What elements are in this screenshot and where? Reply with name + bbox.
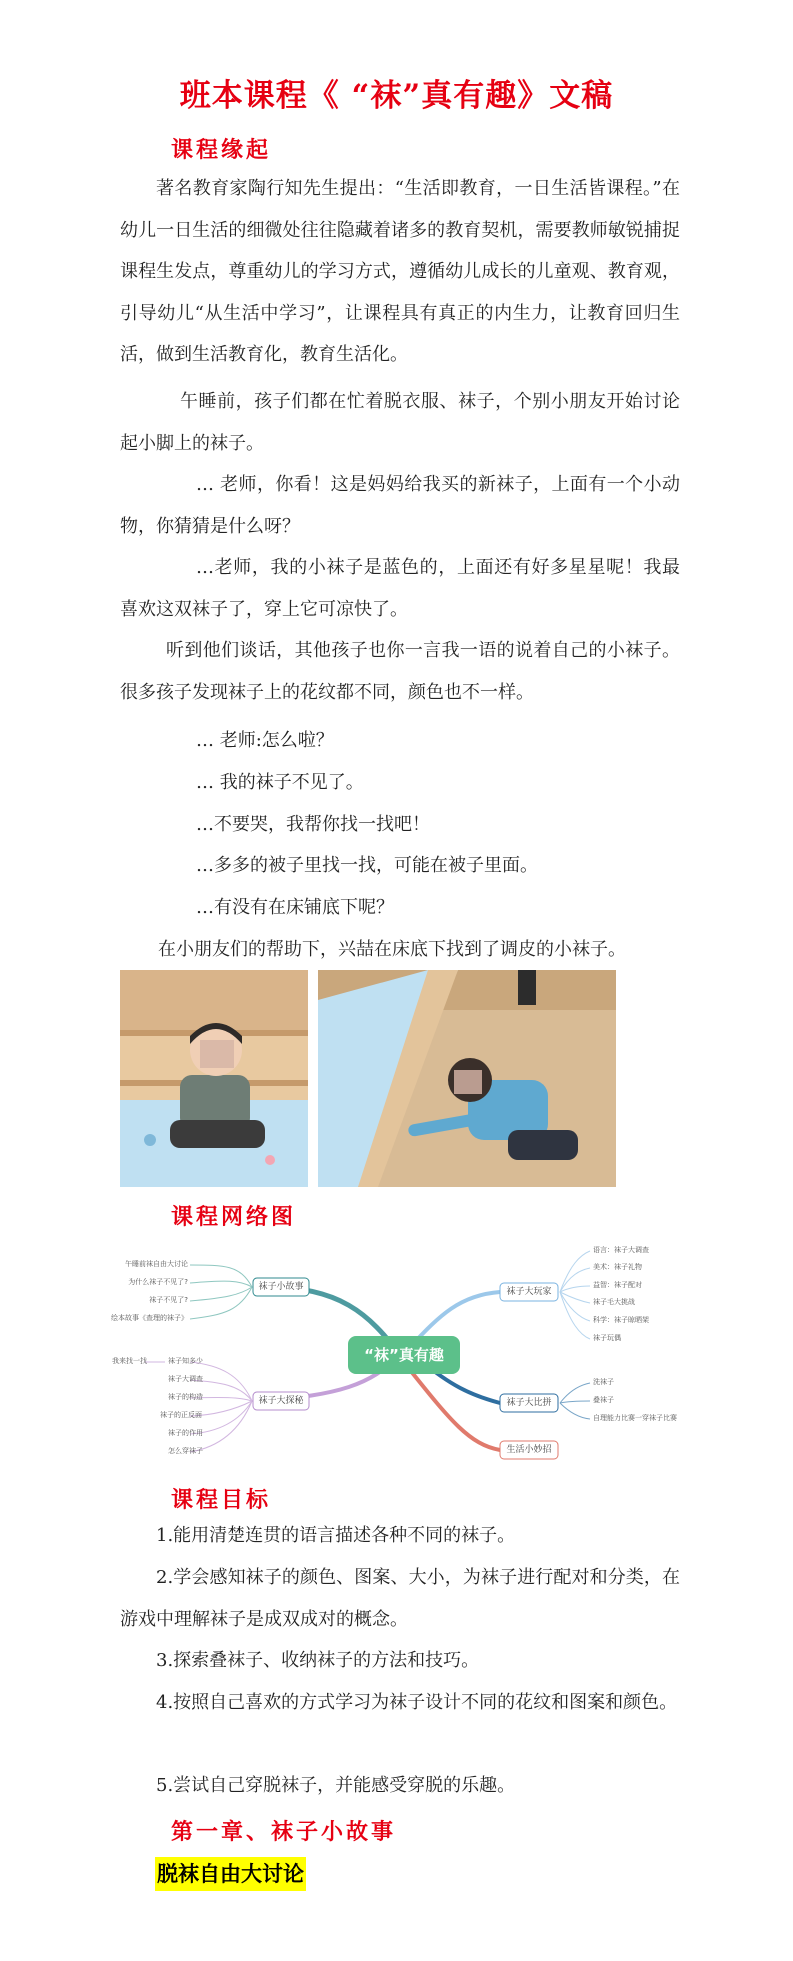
dialogue-line-2: … 我的袜子不见了。 [196, 772, 364, 793]
section-heading-origin: 课程缘起 [171, 137, 272, 163]
mind-map-leaf: 午睡前袜自由大讨论 [125, 1260, 188, 1268]
origin-paragraph-1: 著名教育家陶行知先生提出：“生活即教育，一日生活皆课程。”在幼儿一日生活的细微处往往隐藏着诸多的教育契机，需要教师敏锐捕捉课程生发点，尊重幼儿的学习方式，遵循幼儿成长的儿童观、教育观，引导幼儿“从生活中学习”，让课程具有真正的内生力，让教育回归生活，做到生活教育化，教育生活化。 [120, 178, 680, 365]
mind-map-leaf: 绘本故事《查理的袜子》 [111, 1314, 188, 1322]
mind-map-leaf: 袜子大调查 [168, 1375, 203, 1383]
goal-item-3: 3.探索叠袜子、收纳袜子的方法和技巧。 [156, 1650, 480, 1671]
mind-map-node-match: 袜子大比拼 [506, 1398, 552, 1408]
photo-child-sitting-on-bed [120, 970, 308, 1187]
mind-map-leaf: 洗袜子 [593, 1378, 614, 1386]
chapter-heading-1: 第一章、袜子小故事 [171, 1819, 397, 1845]
mind-map-leaf: 袜子的作用 [168, 1429, 203, 1437]
goal-item-5: 5.尝试自己穿脱袜子，并能感受穿脱的乐趣。 [156, 1775, 516, 1796]
goal-item-1: 1.能用清楚连贯的语言描述各种不同的袜子。 [156, 1525, 516, 1546]
mind-map-leaf: 益智：袜子配对 [593, 1281, 642, 1289]
goal-item-4: 4.按照自己喜欢的方式学习为袜子设计不同的花纹和图案和颜色。 [156, 1692, 678, 1713]
dialogue-paragraph-1: … 老师，你看！这是妈妈给我买的新袜子，上面有一个小动物，你猜猜是什么呀？ [120, 474, 680, 537]
mind-map-node-life: 生活小妙招 [506, 1445, 552, 1455]
mind-map-leaf: 袜子毛大挑战 [593, 1298, 635, 1306]
mind-map-leaf: 科学：袜子晾晒架 [593, 1316, 649, 1324]
mind-map-leaf: 袜子的正反面 [160, 1411, 202, 1419]
mind-map-leaf: 袜子知多少 [168, 1357, 203, 1365]
mind-map-node-explore: 袜子大探秘 [258, 1396, 304, 1406]
mind-map-leaf: 语言：袜子大调查 [593, 1246, 649, 1254]
section-heading-goals: 课程目标 [171, 1487, 272, 1513]
document-title: 班本课程《 “袜”真有趣》文稿 [179, 78, 614, 114]
dialogue-line-3: …不要哭，我帮你找一找吧！ [196, 814, 430, 835]
mind-map-leaf: 美术：袜子礼物 [593, 1263, 642, 1271]
photo-child-searching-under-bed [318, 970, 616, 1187]
mind-map-leaf: 自理能力比赛一穿袜子比赛 [593, 1414, 677, 1422]
origin-paragraph-3: 听到他们谈话，其他孩子也你一言我一语的说着自己的小袜子。很多孩子发现袜子上的花纹都不同，颜色也不一样。 [120, 640, 680, 703]
mind-map-node-story: 袜子小故事 [258, 1282, 304, 1292]
section-heading-network: 课程网络图 [171, 1204, 297, 1230]
mind-map-node-play: 袜子大玩家 [506, 1287, 552, 1297]
mind-map-leaf: 袜子不见了? [149, 1296, 188, 1304]
dialogue-line-5: …有没有在床铺底下呢？ [196, 897, 394, 918]
goal-item-2: 2.学会感知袜子的颜色、图案、大小，为袜子进行配对和分类，在游戏中理解袜子是成双成对的概念。 [120, 1567, 680, 1630]
mind-map-leaf: 袜子玩偶 [593, 1334, 621, 1342]
mind-map-leaf: 为什么袜子不见了? [128, 1278, 188, 1286]
mind-map-leaf-side: 我来找一找 [112, 1357, 147, 1365]
mind-map-leaf: 袜子的构造 [168, 1393, 203, 1401]
dialogue-line-1: … 老师:怎么啦？ [196, 730, 334, 751]
mind-map-leaf: 叠袜子 [593, 1396, 614, 1404]
origin-paragraph-2: 午睡前，孩子们都在忙着脱衣服、袜子，个别小朋友开始讨论起小脚上的袜子。 [120, 391, 680, 454]
mind-map-leaf: 怎么穿袜子 [168, 1447, 203, 1455]
dialogue-line-4: …多多的被子里找一找，可能在被子里面。 [196, 855, 538, 876]
story-conclusion-line: 在小朋友们的帮助下，兴喆在床底下找到了调皮的小袜子。 [158, 939, 626, 960]
dialogue-paragraph-2: …老师，我的小袜子是蓝色的，上面还有好多星星呢！我最喜欢这双袜子了，穿上它可凉快了。 [120, 557, 680, 620]
course-mind-map [111, 1235, 680, 1475]
mind-map-center-node: “袜”真有趣 [364, 1346, 444, 1364]
highlighted-subheading: 脱袜自由大讨论 [155, 1857, 306, 1891]
